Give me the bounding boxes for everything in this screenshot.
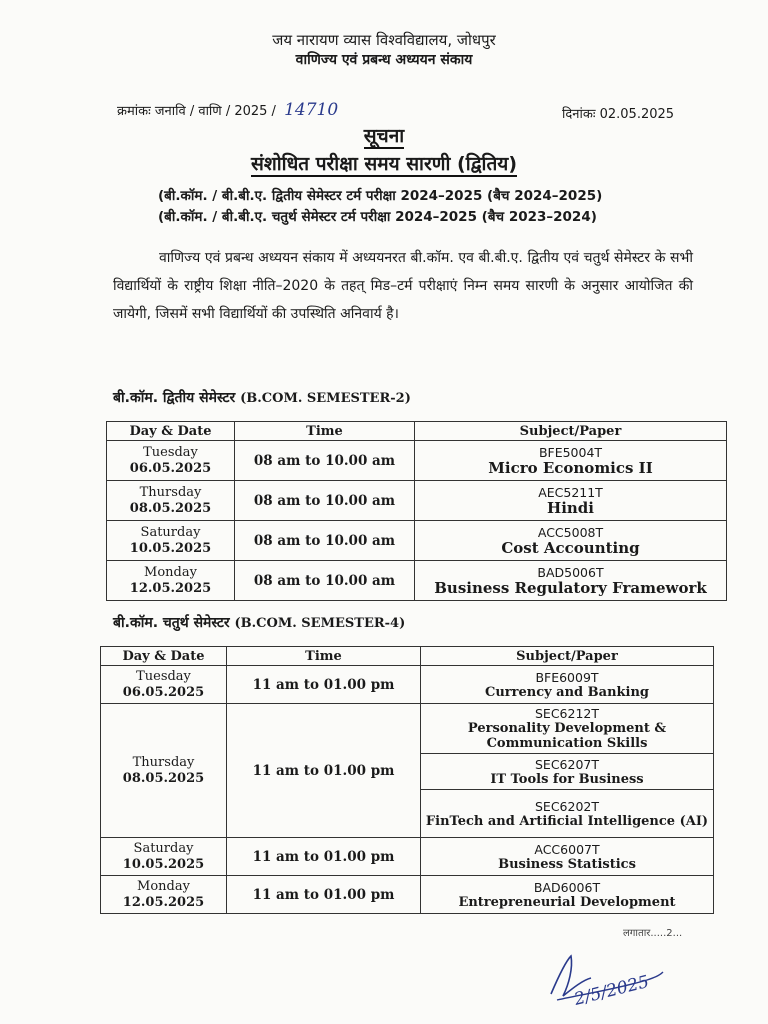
faculty-name: वाणिज्य एवं प्रबन्ध अध्ययन संकाय: [295, 52, 473, 68]
day-cell: Monday 12.05.2025: [101, 876, 227, 914]
subject-cell: ACC5008T Cost Accounting: [415, 521, 727, 561]
table-row: [107, 521, 727, 561]
sem2-heading: बी.कॉम. द्वितीय सेमेस्टर (B.COM. SEMESTER-2): [113, 390, 411, 406]
time-cell: 11 am to 01.00 pm: [227, 704, 421, 838]
day-cell: Thursday 08.05.2025: [107, 481, 235, 521]
continued-note: लगातार.....2...: [623, 928, 683, 939]
time-cell: 11 am to 01.00 pm: [227, 876, 421, 914]
table-row: [107, 441, 727, 481]
batch-line-sem4: (बी.कॉम. / बी.बी.ए. चतुर्थ सेमेस्टर टर्म परीक्षा 2024–2025 (बैच 2023–2024): [158, 209, 597, 225]
subject-cell: SEC6202T FinTech and Artificial Intelligence (AI): [421, 790, 714, 838]
table-header-row: [101, 647, 714, 666]
table-header-row: [107, 422, 727, 441]
subject-cell: AEC5211T Hindi: [415, 481, 727, 521]
reference-prefix: क्रमांकः जनावि / वाणि / 2025 /: [117, 104, 276, 119]
subject-cell: BFE5004T Micro Economics II: [415, 441, 727, 481]
date-value: 02.05.2025: [599, 107, 675, 122]
header-subject: Subject/Paper: [421, 647, 714, 666]
time-cell: 11 am to 01.00 pm: [227, 838, 421, 876]
time-cell: 11 am to 01.00 pm: [227, 666, 421, 704]
subject-cell: BAD6006T Entrepreneurial Development: [421, 876, 714, 914]
time-cell: 08 am to 10.00 am: [235, 561, 415, 601]
reference-handwritten-number: 14710: [284, 100, 339, 120]
day-cell: Saturday 10.05.2025: [107, 521, 235, 561]
reference-number: [117, 100, 338, 120]
notice-paragraph: वाणिज्य एवं प्रबन्ध अध्ययन संकाय में अध्ययनरत बी.कॉम. एव बी.बी.ए. द्वितीय एवं चतुर्थ सेमेस्टर के सभी विद्यार्थियों के राष्ट्रीय शिक्षा नीति–2020 के तहत् मिड–टर्म परीक्षाएं निम्न समय सारणी के अनुसार आयोजित की जायेगी, जिसमें सभी विद्यार्थियों की उपस्थिति अनिवार्य है।: [113, 250, 693, 322]
sem2-timetable: [106, 421, 727, 601]
batch-line-sem2: (बी.कॉम. / बी.बी.ए. द्वितीय सेमेस्टर टर्म परीक्षा 2024–2025 (बैच 2024–2025): [158, 188, 603, 204]
time-cell: 08 am to 10.00 am: [235, 521, 415, 561]
notice-title: सूचना: [363, 125, 405, 147]
table-row: [101, 666, 714, 704]
header-time: Time: [235, 422, 415, 441]
subject-cell: SEC6207T IT Tools for Business: [421, 754, 714, 790]
subject-cell: ACC6007T Business Statistics: [421, 838, 714, 876]
subject-cell: SEC6212T Personality Development & Communication Skills: [421, 704, 714, 754]
subject-cell: BAD5006T Business Regulatory Framework: [415, 561, 727, 601]
table-row: [107, 561, 727, 601]
university-name: जय नारायण व्यास विश्वविद्यालय, जोधपुर: [272, 31, 496, 49]
day-cell: Monday 12.05.2025: [107, 561, 235, 601]
header-day-date: Day & Date: [107, 422, 235, 441]
day-cell: Thursday 08.05.2025: [101, 704, 227, 838]
header-time: Time: [227, 647, 421, 666]
day-cell: Tuesday 06.05.2025: [107, 441, 235, 481]
header-day-date: Day & Date: [101, 647, 227, 666]
date-label: दिनांकः: [562, 107, 596, 122]
subject-cell: BFE6009T Currency and Banking: [421, 666, 714, 704]
table-row: [101, 704, 714, 754]
signature-date: 2/5/2025: [572, 971, 652, 1010]
signature-image: [543, 950, 673, 1010]
table-row: [101, 876, 714, 914]
table-row: [107, 481, 727, 521]
header-subject: Subject/Paper: [415, 422, 727, 441]
day-cell: Tuesday 06.05.2025: [101, 666, 227, 704]
notice-date: [562, 104, 674, 122]
sem4-timetable: [100, 646, 714, 914]
time-cell: 08 am to 10.00 am: [235, 441, 415, 481]
day-cell: Saturday 10.05.2025: [101, 838, 227, 876]
time-cell: 08 am to 10.00 am: [235, 481, 415, 521]
notice-subtitle: संशोधित परीक्षा समय सारणी (द्वितिय): [250, 153, 517, 175]
table-row: [101, 838, 714, 876]
sem4-heading: बी.कॉम. चतुर्थ सेमेस्टर (B.COM. SEMESTER-4): [113, 615, 406, 631]
